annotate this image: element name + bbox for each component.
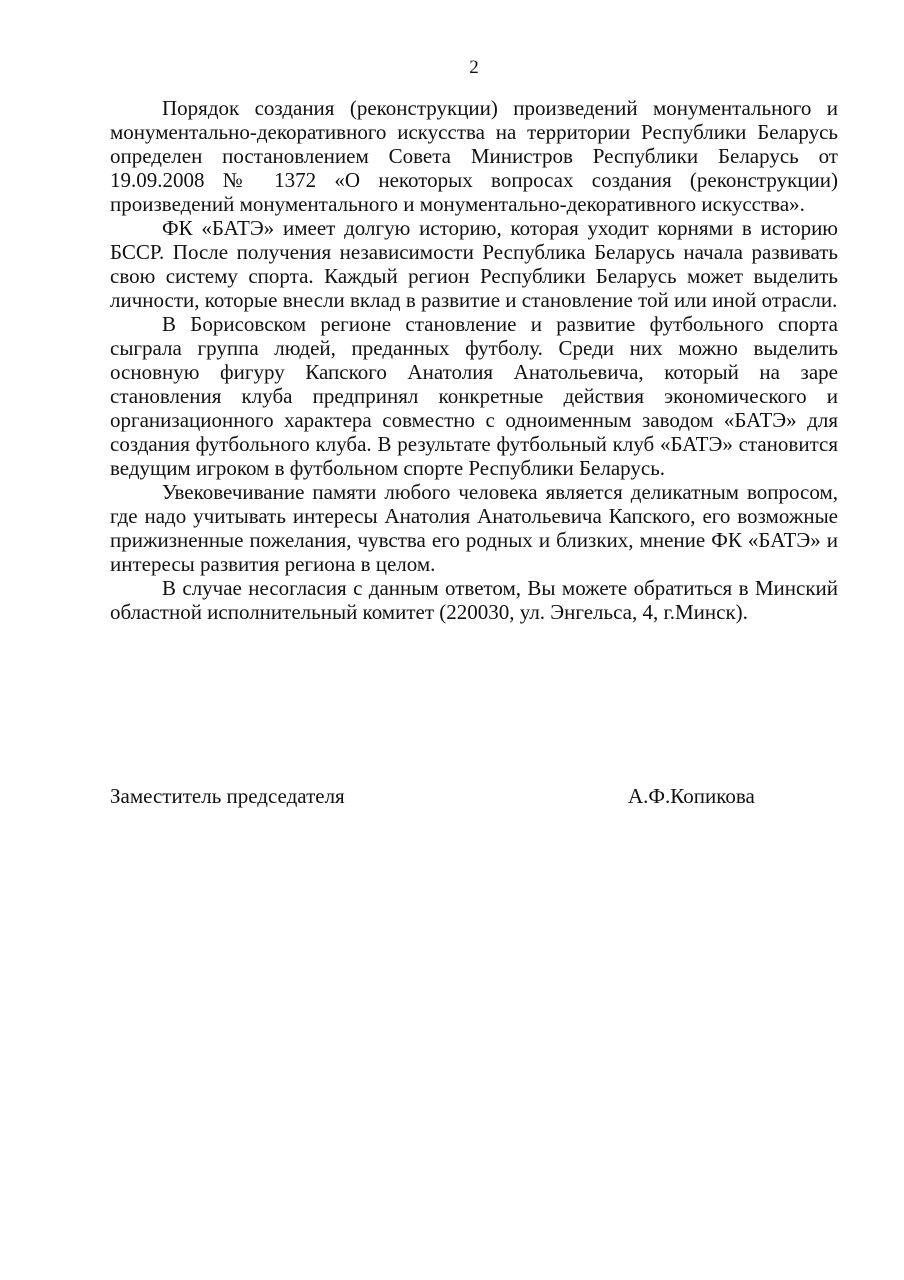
paragraph-memory-perpetuation: Увековечивание памяти любого человека является деликатным вопросом, где надо учитывать интересы Анатолия Анатольевича Капского, его возможные прижизненные пожелания, чувства его родных и близких, мнение ФК «БАТЭ» и интересы развития региона в целом.: [110, 480, 838, 576]
paragraph-fc-bate-history: ФК «БАТЭ» имеет долгую историю, которая уходит корнями в историю БССР. После получения независимости Республика Беларусь начала развивать свою систему спорта. Каждый регион Республики Беларусь может выделить личности, которые внесли вклад в развитие и становление той или иной отрасли.: [110, 216, 838, 312]
page-number: 2: [469, 57, 479, 78]
paragraph-monument-procedure: Порядок создания (реконструкции) произведений монументального и монументально-декоративного искусства на территории Республики Беларусь определен постановлением Совета Министров Республики Беларусь от 19.09.2008 № 1372 «О некоторых вопросах создания (реконструкции) произведений монументального и монументально-декоративного искусства».: [110, 96, 838, 216]
signatory-title: Заместитель председателя: [110, 784, 345, 808]
paragraph-appeal-info: В случае несогласия с данным ответом, Вы можете обратиться в Минский областной исполнительный комитет (220030, ул. Энгельса, 4, г.Минск).: [110, 576, 838, 624]
signatory-name: А.Ф.Копикова: [628, 784, 755, 808]
paragraph-borisov-region: В Борисовском регионе становление и развитие футбольного спорта сыграла группа людей, преданных футболу. Среди них можно выделить основную фигуру Капского Анатолия Анатольевича, который на заре становления клуба предпринял конкретные действия экономического и организационного характера совместно с одноименным заводом «БАТЭ» для создания футбольного клуба. В результате футбольный клуб «БАТЭ» становится ведущим игроком в футбольном спорте Республики Беларусь.: [110, 312, 838, 480]
letter-body: [110, 96, 838, 624]
signature-block: [110, 784, 838, 808]
